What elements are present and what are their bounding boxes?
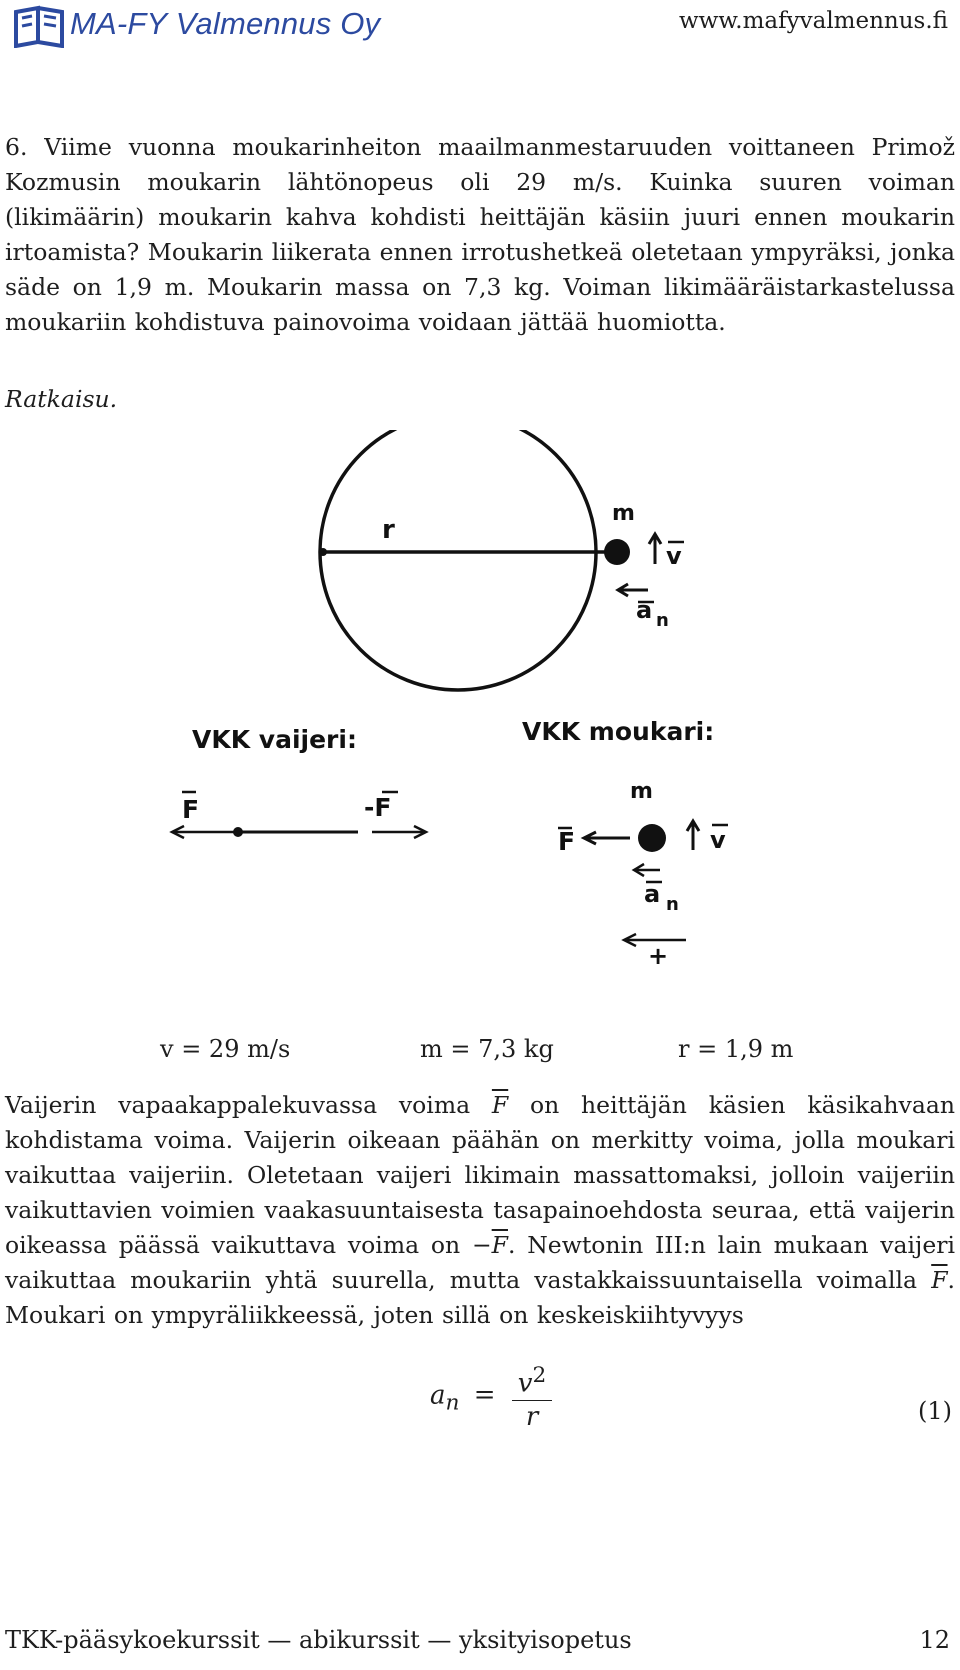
positive-direction-label: +	[648, 942, 669, 970]
given-r: r = 1,9 m	[678, 1035, 794, 1063]
fbd-mass-label: m	[630, 779, 653, 804]
force-symbol: $\overline{F}$	[491, 1091, 509, 1119]
page-number: 12	[919, 1626, 950, 1654]
fbd-hammer-title: VKK moukari:	[522, 717, 715, 746]
problem-text: 6. Viime vuonna moukarinheiton maailmanmestaruuden voittaneen Primož Kozmusin moukarin lähtönopeus oli 29 m/s. Kuinka suuren voiman (likimäärin) moukarin kahva kohdisti heittäjän käsiin juuri ennen moukarin irtoamista? Moukarin liikerata ennen irrotushetkeä oletetaan ympyräksi, jonka säde on 1,9 m. Moukarin massa on 7,3 kg. Voiman likimääräistarkastelussa moukariin kohdistuva painovoima voidaan jättää huomiotta.	[5, 133, 955, 336]
given-v: v = 29 m/s	[160, 1035, 291, 1063]
fbd-force-label: F	[558, 827, 576, 856]
force-symbol: $\overline{F}$	[931, 1266, 948, 1294]
mass-label: m	[612, 501, 635, 526]
book-logo-icon	[12, 4, 66, 48]
fbd-hammer-mass	[638, 824, 666, 852]
trajectory-circle	[320, 430, 596, 690]
fbd-velocity-label: v	[710, 826, 726, 854]
solution-label: Ratkaisu.	[5, 385, 118, 413]
center-point	[319, 548, 327, 556]
force-symbol: $\overline{F}$	[491, 1231, 508, 1259]
acceleration-label: a	[636, 596, 653, 624]
force-label-right: -F	[364, 793, 392, 822]
explanation-text: Vaijerin vapaakappalekuvassa voima $\overline{F}$ on heittäjän käsien käsikahvaan kohdistama voima. Vaijerin oikeaan päähän on merkitty voima, jolla moukari vaikuttaa vaijeriin. Oletetaan vaijeri likimain massattomaksi, jolloin vaijeriin vaikuttavien voimien vaakasuuntaisesta tasapainoehdosta seuraa, että vaijerin oikeassa päässä vaikuttava voima on $-\overline{F}$. Newtonin III:n lain mukaan vaijeri vaikuttaa moukariin yhtä suurella, mutta vastakkaissuuntaisella voimalla $\overline{F}$. Moukari on ympyräliikkeessä, joten sillä on keskeiskiihtyvyys	[5, 1091, 955, 1329]
equation: $a_n$ = $\frac{v^2}{r}$	[430, 1360, 552, 1433]
logo	[12, 2, 402, 50]
force-label-left: F	[182, 795, 200, 824]
given-m: m = 7,3 kg	[420, 1035, 554, 1063]
fraction: $\frac{v^2}{r}$	[512, 1360, 552, 1433]
fbd-wire-title: VKK vaijeri:	[192, 725, 357, 754]
hammer-mass	[604, 539, 630, 565]
logo-text: MA-FY Valmennus Oy	[70, 6, 381, 41]
footer-text: TKK-pääsykoekurssit — abikurssit — yksityisopetus	[5, 1626, 632, 1654]
acceleration-subscript: n	[656, 610, 669, 631]
fbd-acceleration-subscript: n	[666, 894, 679, 915]
site-url[interactable]: www.mafyvalmennus.fi	[678, 8, 948, 34]
radius-label: r	[382, 515, 395, 545]
velocity-label: v	[666, 542, 682, 570]
fbd-acceleration-label: a	[644, 880, 661, 908]
equation-number: (1)	[918, 1397, 952, 1425]
solution-figure	[160, 430, 800, 1020]
